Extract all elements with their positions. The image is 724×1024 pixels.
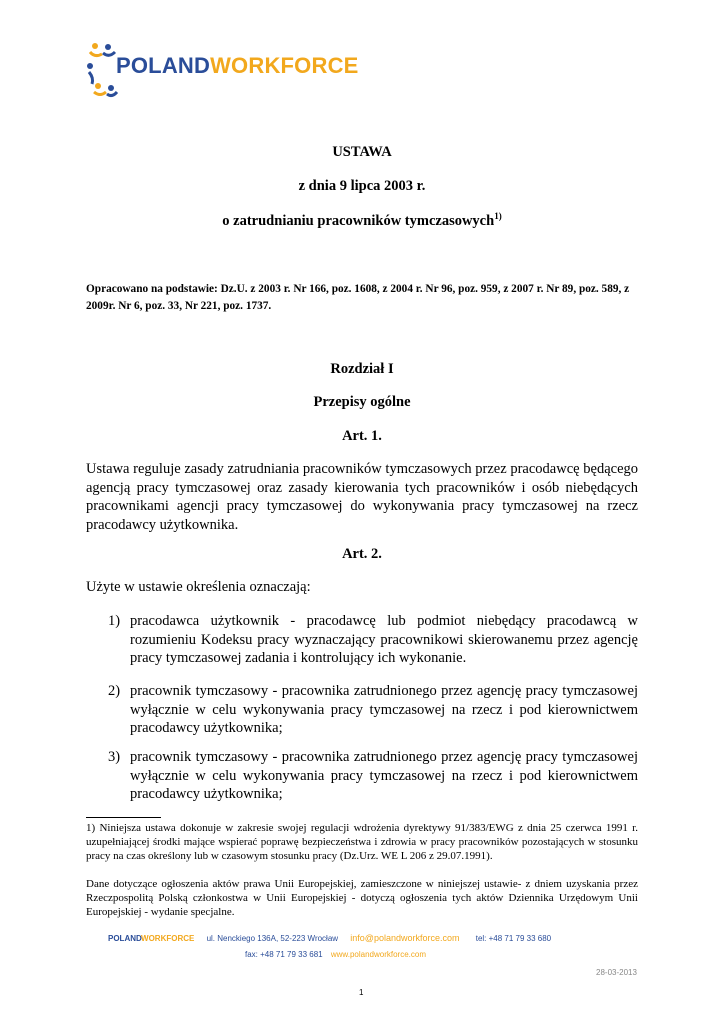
footer-brand-workforce: WORKFORCE: [141, 934, 195, 943]
chapter-heading: Rozdział I: [330, 361, 394, 377]
list-item: [108, 682, 638, 738]
footer-line-2: [245, 950, 426, 959]
act-subject: [86, 211, 638, 230]
logo-part-poland: POLAND: [116, 53, 211, 78]
art2-heading: Art. 2.: [342, 546, 382, 562]
footer-fax: fax: +48 71 79 33 681: [245, 950, 323, 959]
legal-basis: Opracowano na podstawie: Dz.U. z 2003 r. Nr 166, poz. 1608, z 2004 r. Nr 96, poz. 959, z 2007 r. Nr 89, poz. 589, z 2009r. Nr 6, poz. 33, Nr 221, poz. 1737.: [86, 283, 630, 312]
logo-people-icon: [86, 38, 118, 100]
list-item-number: 3): [108, 749, 121, 765]
list-item: [108, 748, 638, 804]
footnote-separator: [86, 817, 161, 818]
company-logo: [86, 38, 366, 100]
list-item-number: 2): [108, 683, 121, 699]
list-item-text: pracodawca użytkownik - pracodawcę lub podmiot niebędący pracodawcą w rozumieniu Kodeksu pracy wyznaczający pracownikowi skierowanemu przez agencję pracy tymczasowej zadania i kontrolujący ich wykonanie.: [130, 613, 638, 666]
act-date: z dnia 9 lipca 2003 r.: [298, 178, 426, 194]
list-item-text: pracownik tymczasowy - pracownika zatrudnionego przez agencję pracy tymczasowej wyłącznie w celu wykonywania pracy tymczasowej na rzecz i pod kierownictwem pracodawcy użytkownika;: [130, 749, 638, 802]
page-number: 1: [359, 988, 364, 997]
footer-line-1: [108, 933, 551, 943]
art1-heading: Art. 1.: [342, 428, 382, 444]
list-item-text: pracownik tymczasowy - pracownika zatrudnionego przez agencję pracy tymczasowej wyłącznie w celu wykonywania pracy tymczasowej na rzecz i pod kierownictwem pracodawcy użytkownika;: [130, 683, 638, 736]
footer-email[interactable]: info@polandworkforce.com: [350, 933, 460, 943]
chapter-subheading: Przepisy ogólne: [313, 394, 411, 410]
act-type: USTAWA: [332, 144, 392, 160]
document-date: 28-03-2013: [596, 968, 637, 977]
footnote-mark: 1): [494, 211, 502, 221]
logo-wordmark: [116, 53, 359, 79]
footer-brand-poland: POLAND: [108, 934, 142, 943]
footnote-2: Dane dotyczące ogłoszenia aktów prawa Unii Europejskiej, zamieszczone w niniejszej ustawie- z dniem uzyskania przez Rzeczpospolitą Polską członkostwa w Unii Europejskiej - dotyczą ogłoszenia tych aktów Dziennika Urzędowym Unii Europejskiej - wydanie specjalne.: [86, 878, 638, 918]
footer-address: ul. Nenckiego 136A, 52-223 Wrocław: [206, 934, 339, 943]
footnote-1: 1) Niniejsza ustawa dokonuje w zakresie swojej regulacji wdrożenia dyrektywy 91/383/EWG z dnia 25 czerwca 1991 r. uzupełniającej środki mające wspierać poprawę bezpieczeństwa i zdrowia w pracy pracowników pozostających w stosunku pracy na czas określony lub w czasowym stosunku pracy (Dz.Urz. WE L 206 z 29.07.1991).: [86, 822, 638, 862]
art1-text: Ustawa reguluje zasady zatrudniania pracowników tymczasowych przez pracodawcę będącego agencją pracy tymczasowej oraz zasady kierowania tych pracowników i osób niebędących pracownikami agencji pracy tymczasowej do wykonywania pracy tymczasowej na rzecz pracodawcy użytkownika.: [86, 461, 638, 533]
list-item-number: 1): [108, 613, 121, 629]
list-item: [108, 612, 638, 668]
footer-phone: tel: +48 71 79 33 680: [475, 934, 552, 943]
art2-intro: Użyte w ustawie określenia oznaczają:: [86, 579, 311, 595]
act-subject-text: o zatrudnianiu pracowników tymczasowych: [222, 212, 495, 229]
footer-website[interactable]: www.polandworkforce.com: [330, 950, 427, 959]
logo-part-workforce: WORKFORCE: [210, 53, 359, 78]
